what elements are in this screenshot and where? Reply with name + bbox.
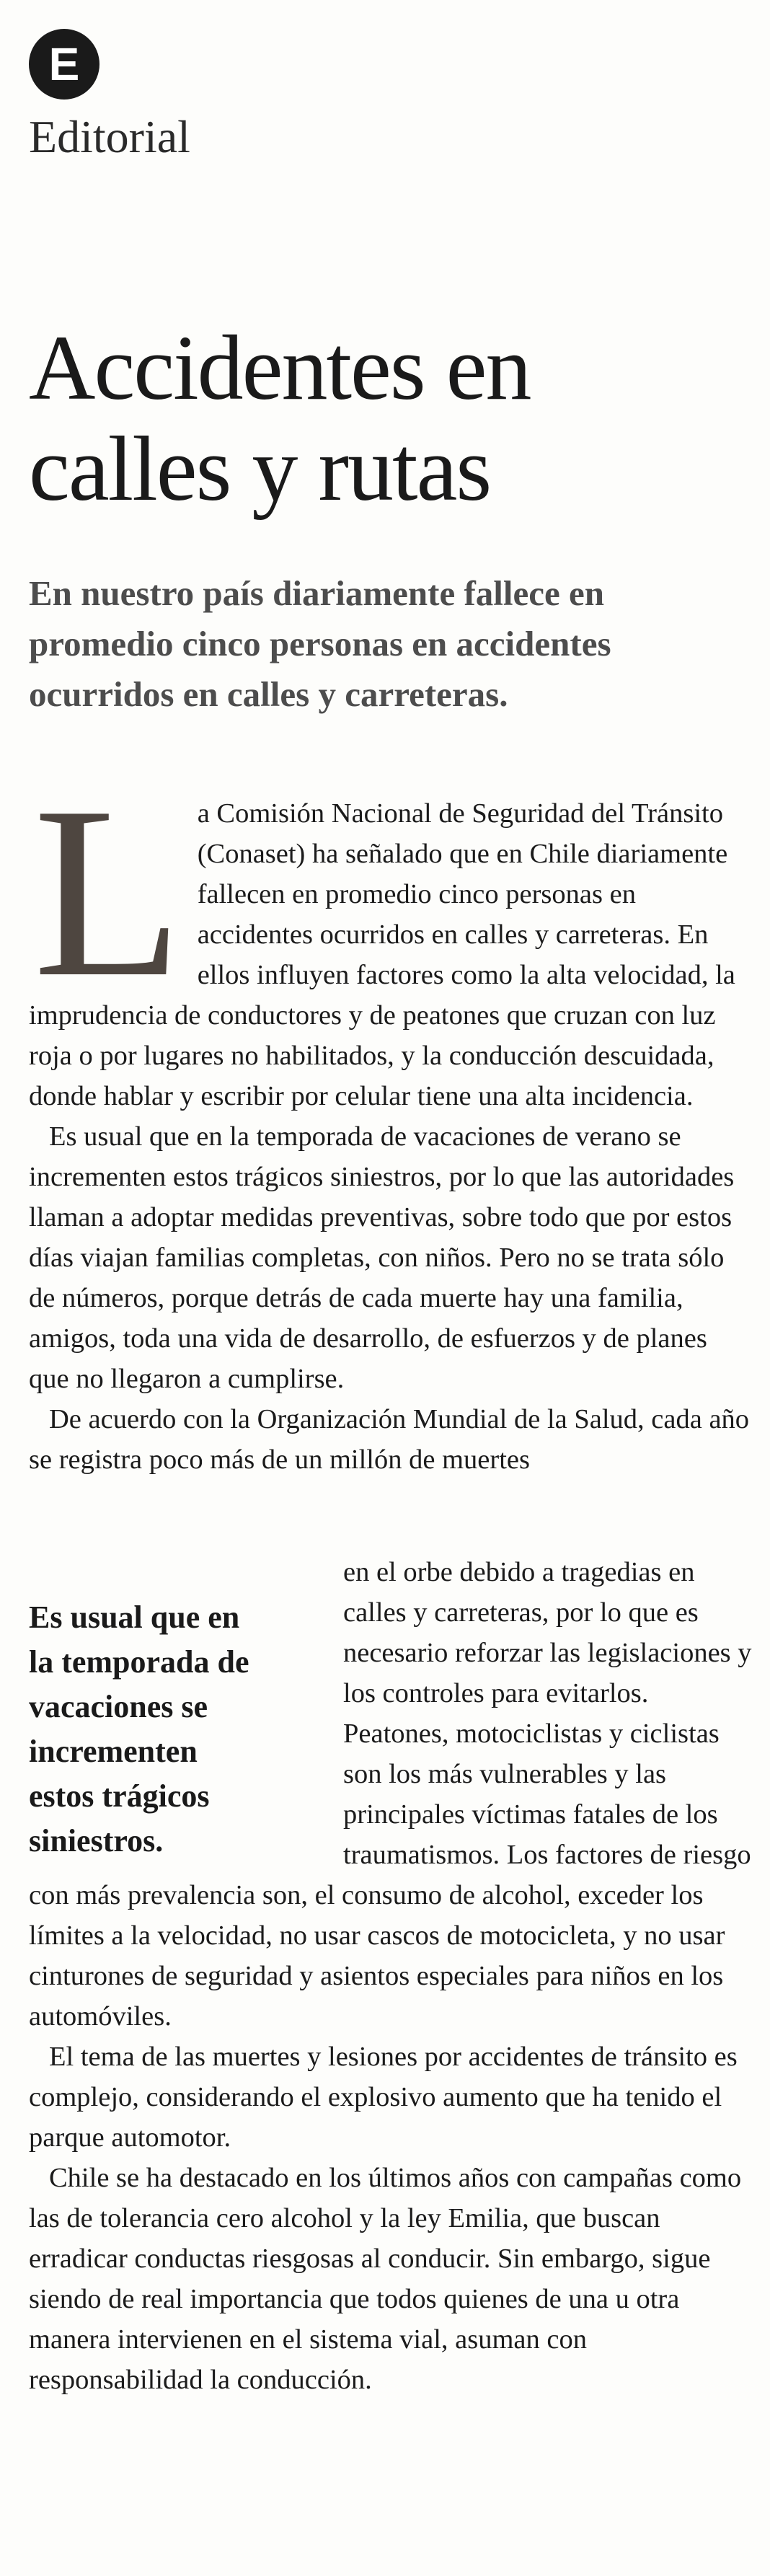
paragraph-4: El tema de las muertes y lesiones por accidentes de tránsito es complejo, considerando el explosivo aumento que ha tenido el parque automotor.: [29, 2042, 738, 2153]
paragraph-3-start: De acuerdo con la Organización Mundial de la Salud, cada año se registra poco más de un millón de muertes: [29, 1404, 750, 1475]
deck-line: promedio cinco personas en accidentes: [29, 624, 611, 663]
paragraph-2: Es usual que en la temporada de vacaciones de verano se incrementen estos trágicos siniestros, por lo que las autoridades llaman a adoptar medidas preventivas, sobre todo que por estos días viajan familias completas, con niños. Pero no se trata sólo de números, porque detrás de cada muerte hay una familia, amigos, toda una vida de desarrollo, de esfuerzos y de planes que no llegaron a cumplirse.: [29, 1121, 735, 1394]
headline-line: Accidentes en: [29, 317, 531, 419]
paragraph-1-text: a Comisión Nacional de Seguridad del Tránsito (Conaset) ha señalado que en Chile diariamente fallecen en promedio cinco personas en accidentes ocurridos en calles y carreteras. En ellos influyen factores como la alta velocidad, la imprudencia de conductores y de peatones que cruzan con luz roja o por lugares no habilitados, y la conducción descuidada, donde hablar y escribir por celular tiene una alta incidencia.: [29, 798, 735, 1111]
pull-quote-line: Es usual que en: [29, 1600, 240, 1635]
headline: [29, 317, 750, 519]
drop-cap: L: [33, 756, 183, 1028]
pull-quote-line: estos trágicos: [29, 1778, 210, 1814]
paragraph-3-continued: en el orbe debido a tragedias en calles y carreteras, por lo que es necesario reforzar las legislaciones y los controles para evitarlos. Peatones, motociclistas y ciclistas son los más vulnerables y las principales víctimas fatales de los traumatismos. Los factores de riesgo con más prevalencia son, el consumo de alcohol, exceder los límites a la velocidad, no usar cascos de motocicleta, y no usar cinturones de seguridad y asientos especiales para niños en los automóviles.: [29, 1557, 752, 2032]
deck-line: ocurridos en calles y carreteras.: [29, 674, 508, 714]
pull-quote-line: vacaciones se: [29, 1689, 208, 1724]
pull-quote-line: la temporada de: [29, 1644, 249, 1680]
article-body-top: [29, 756, 753, 1480]
paragraph-5: Chile se ha destacado en los últimos años con campañas como las de tolerancia cero alcohol y la ley Emilia, que buscan erradicar conductas riesgosas al conducir. Sin embargo, sigue siendo de real importancia que todos quienes de una u otra manera intervienen en el sistema vial, asuman con responsabilidad la conducción.: [29, 2163, 742, 2395]
headline-line: calles y rutas: [29, 418, 491, 520]
pull-quote-line: incrementen: [29, 1734, 198, 1769]
paragraph-1: [29, 756, 753, 1116]
section-label: Editorial: [29, 111, 190, 162]
pull-quote-line: siniestros.: [29, 1823, 164, 1858]
article-body-bottom: [29, 1552, 753, 2400]
pull-quote: [29, 1595, 332, 1863]
deck-line: En nuestro país diariamente fallece en: [29, 573, 605, 613]
deck: [29, 568, 750, 720]
section-badge: E: [29, 29, 99, 100]
